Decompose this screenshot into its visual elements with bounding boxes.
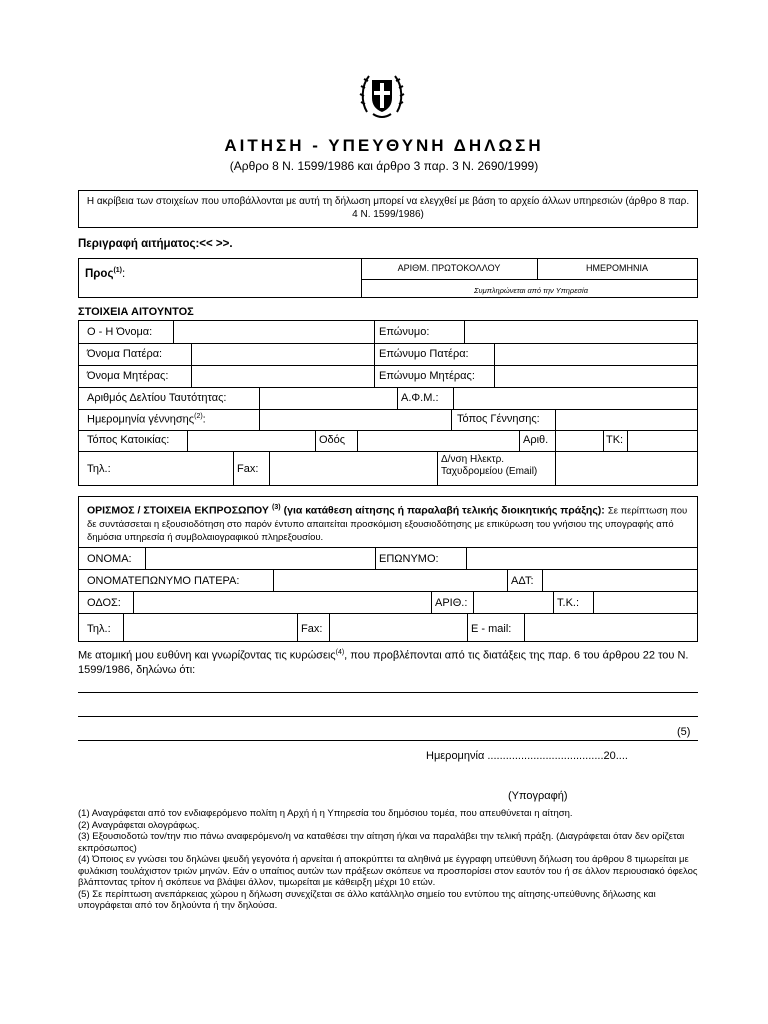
- footnote-2: (2) Αναγράφεται ολογράφως.: [78, 819, 200, 831]
- declaration-line-3[interactable]: [78, 740, 698, 741]
- footnote-ref-1: (1): [113, 267, 122, 274]
- accuracy-notice: Η ακρίβεια των στοιχείων που υποβάλλονται με αυτή τη δήλωση μπορεί να ελεγχθεί με βάση το αρχείο άλλων υπηρεσιών (άρθρο 8 παρ. 4 Ν. 1599/1986): [78, 190, 698, 228]
- rep-father-name-field[interactable]: ΟΝΟΜΑΤΕΠΩΝΥΜΟ ΠΑΤΕΡΑ:: [87, 575, 240, 587]
- footnote-5: (5) Σε περίπτωση ανεπάρκειας χώρου η δήλωση συνεχίζεται σε άλλο κατάλληλο σημείο του εντύπου της αίτησης-υπεύθυνης δήλωσης και υπογράφεται από τον δηλούντα ή την δηλούσα.: [78, 888, 656, 911]
- recipient-table: [78, 258, 698, 298]
- email-field[interactable]: [441, 454, 537, 478]
- form-subtitle: (Αρθρο 8 Ν. 1599/1986 και άρθρο 3 παρ. 3 Ν. 2690/1999): [229, 159, 539, 173]
- rep-phone-field[interactable]: Τηλ.:: [87, 623, 111, 635]
- mother-name-field[interactable]: Όνομα Μητέρας:: [87, 370, 169, 382]
- representative-header: [87, 502, 691, 544]
- form-title: ΑΙΤΗΣΗ - ΥΠΕΥΘΥΝΗ ΔΗΛΩΣΗ: [224, 136, 544, 155]
- rep-postal-code-field[interactable]: Τ.Κ.:: [557, 597, 580, 609]
- protocol-number-label: ΑΡΙΘΜ. ΠΡΩΤΟΚΟΛΛΟΥ: [397, 263, 501, 273]
- email-label-line-2: Ταχυδρομείου (Email): [441, 466, 538, 477]
- birth-place-field[interactable]: Τόπος Γέννησης:: [457, 413, 540, 425]
- declaration-text-a: Με ατομική μου ευθύνη και γνωρίζοντας τις κυρώσεις: [78, 649, 336, 662]
- email-label-line-1: Δ/νση Ηλεκτρ.: [441, 454, 505, 465]
- representative-note: Σε περίπτωση που δε συντάσσεται η εξουσιοδότηση στο παρόν έντυπο απαιτείται προσκόμιση εξουσιοδότησης με επικύρωση του γνήσιου της υπογραφής από δημόσια υπηρεσία ή συμβολαιογραφικού πληρεξουσίου.: [87, 505, 688, 543]
- representative-title: ΟΡΙΣΜΟΣ / ΣΤΟΙΧΕΙΑ ΕΚΠΡΟΣΩΠΟΥ: [87, 504, 269, 517]
- declaration-line-2[interactable]: [78, 716, 698, 717]
- rep-street-field[interactable]: ΟΔΟΣ:: [87, 597, 121, 609]
- postal-code-field[interactable]: ΤΚ:: [606, 434, 624, 446]
- rep-number-field[interactable]: ΑΡΙΘ.:: [435, 597, 468, 609]
- afm-field[interactable]: Α.Φ.Μ.:: [401, 392, 439, 404]
- recipient-field[interactable]: [85, 267, 125, 280]
- footnote-4: (4) Όποιος εν γνώσει του δηλώνει ψευδή γεγονότα ή αρνείται ή αποκρύπτει τα αληθινά με έγγραφη υπεύθυνη δήλωση του άρθρου 8 τιμωρείται με φυλάκιση τουλάχιστον τριών μηνών. Εάν ο υπαίτιος αυτών των πράξεων σκόπευε να προσπορίσει στον εαυτόν του ή σε άλλον περιουσιακό όφελος βλάπτοντας τρίτον ή σκόπευε να βλάψει άλλον, τιμωρείται με κάθειρξη μέχρι 10 ετών.: [78, 854, 698, 888]
- signature-label: (Υπογραφή): [508, 790, 568, 802]
- footnote-ref-4: (4): [335, 649, 345, 656]
- rep-id-card-field[interactable]: ΑΔΤ:: [511, 575, 534, 587]
- father-surname-field[interactable]: Επώνυμο Πατέρα:: [379, 348, 469, 360]
- declaration-line-1[interactable]: [78, 692, 698, 693]
- date-label: ΗΜΕΡΟΜΗΝΙΑ: [585, 263, 648, 273]
- footnote-3: (3) Εξουσιοδοτώ τον/την πιο πάνω αναφερόμενο/η να καταθέσει την αίτηση ή/και να παραλάβει την τελική πράξη. (Διαγράφεται όταν δεν ορίζεται εκπρόσωπος): [78, 831, 685, 854]
- id-number-field[interactable]: Αριθμός Δελτίου Ταυτότητας:: [87, 392, 227, 404]
- footnote-ref-5: (5): [677, 726, 691, 738]
- recipient-label: Προς: [85, 267, 114, 280]
- representative-table: [78, 496, 698, 642]
- phone-field[interactable]: Τηλ.:: [87, 463, 111, 475]
- first-name-field[interactable]: Ο - Η Όνομα:: [87, 326, 153, 338]
- residence-field[interactable]: Τόπος Κατοικίας:: [87, 434, 170, 446]
- footnote-ref-2: (2): [194, 413, 203, 420]
- declaration-date[interactable]: Ημερομηνία ......................................20....: [426, 750, 628, 762]
- rep-surname-field[interactable]: ΕΠΩΝΥΜΟ:: [379, 553, 439, 565]
- recipient-colon: :: [122, 267, 126, 280]
- footnote-ref-3: (3): [271, 504, 281, 511]
- declaration-text: [78, 646, 698, 677]
- footnotes: [78, 808, 698, 912]
- birth-date-field[interactable]: [87, 413, 206, 426]
- street-field[interactable]: Οδός: [319, 434, 346, 446]
- rep-fax-field[interactable]: Fax:: [301, 623, 323, 635]
- request-description[interactable]: Περιγραφή αιτήματος:<< >>.: [78, 238, 233, 250]
- footnote-1: (1) Αναγράφεται από τον ενδιαφερόμενο πολίτη η Αρχή ή η Υπηρεσία του δημόσιου τομέα, που απευθύνεται η αίτηση.: [78, 808, 573, 819]
- surname-field[interactable]: Επώνυμο:: [379, 326, 430, 338]
- rep-email-field[interactable]: Ε - mail:: [471, 623, 512, 635]
- service-fill-note: Συμπληρώνεται από την Υπηρεσία: [474, 286, 588, 295]
- birth-date-label: Ημερομηνία γέννησης: [87, 413, 195, 426]
- mother-surname-field[interactable]: Επώνυμο Μητέρας:: [379, 370, 475, 382]
- street-number-field[interactable]: Αριθ.: [523, 434, 549, 446]
- applicant-section-title: ΣΤΟΙΧΕΙΑ ΑΙΤΟΥΝΤΟΣ: [78, 306, 194, 318]
- father-name-field[interactable]: Όνομα Πατέρα:: [87, 348, 163, 360]
- applicant-table: [78, 320, 698, 486]
- birth-date-colon: :: [202, 413, 206, 426]
- declaration-text-b: , που προβλέπονται από τις διατάξεις της παρ. 6 του άρθρου 22 του Ν. 1599/1986, δηλώνω ότι:: [78, 649, 689, 676]
- rep-name-field[interactable]: ΟΝΟΜΑ:: [87, 553, 132, 565]
- representative-title-rest: (για κατάθεση αίτησης ή παραλαβή τελικής διοικητικής πράξης):: [283, 504, 605, 517]
- fax-field[interactable]: Fax:: [237, 463, 259, 475]
- coat-of-arms-logo: [359, 68, 405, 120]
